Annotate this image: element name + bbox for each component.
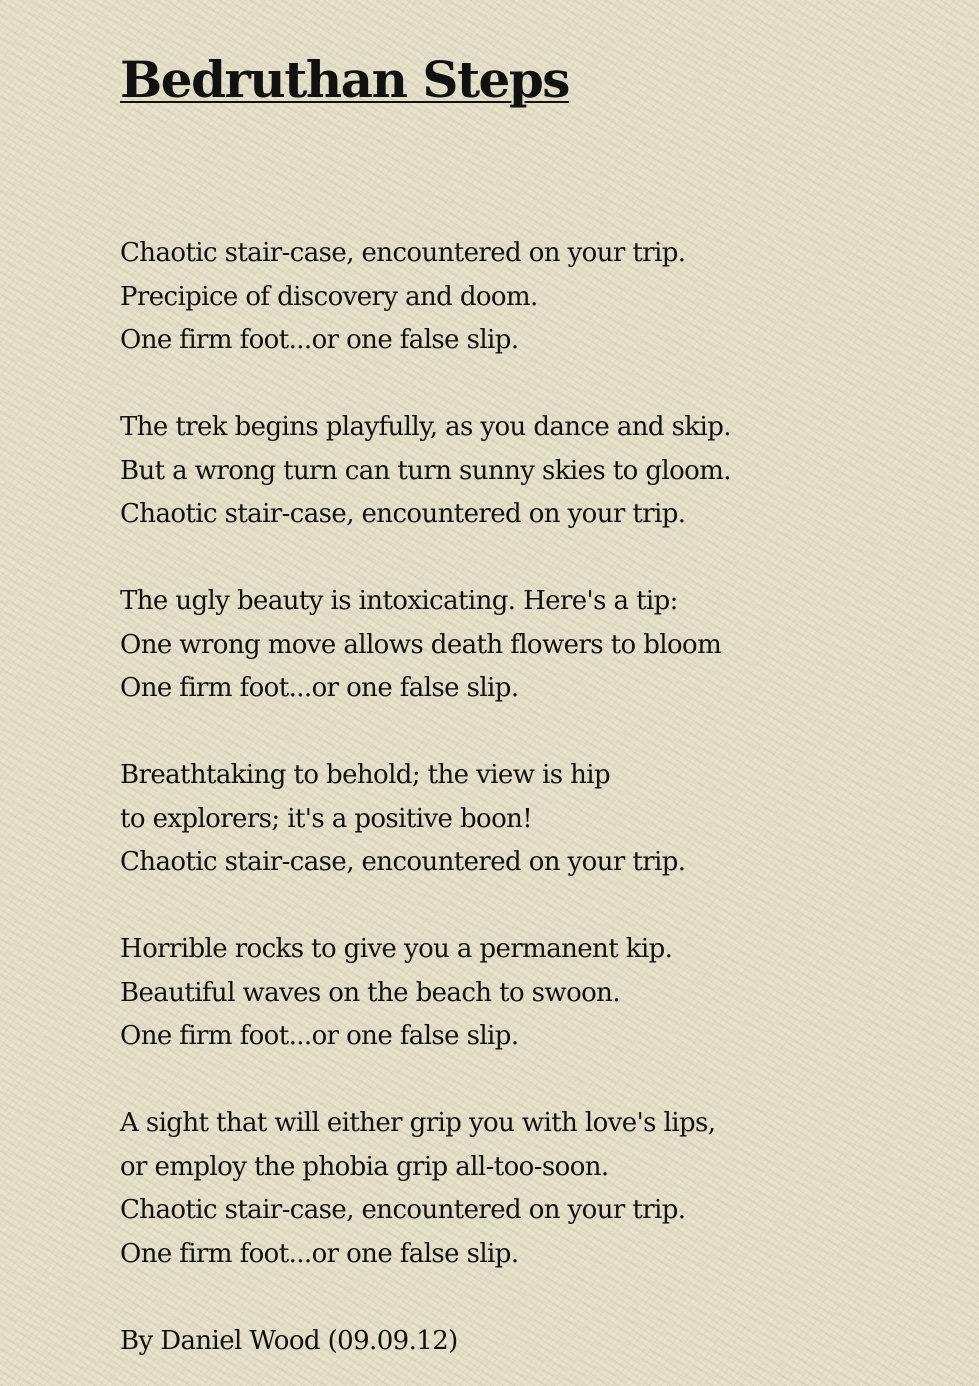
- stanza-4: [120, 754, 940, 885]
- poem-line: One firm foot...or one false slip.: [120, 1238, 519, 1269]
- poem-line: A sight that will either grip you with love's lips,: [120, 1108, 716, 1138]
- poem-body: [120, 232, 940, 1363]
- poem-line: But a wrong turn can turn sunny skies to gloom.: [120, 455, 731, 486]
- poem-line: One firm foot...or one false slip.: [120, 673, 519, 703]
- poem-line: Chaotic stair-case, encountered on your trip.: [120, 499, 686, 529]
- poem-line: One wrong move allows death flowers to bloom: [120, 629, 722, 660]
- poem-page: [120, 44, 940, 1363]
- poem-line: Chaotic stair-case, encountered on your trip.: [120, 847, 686, 877]
- poem-title: Bedruthan Steps: [120, 50, 569, 109]
- poem-line: Breathtaking to behold; the view is hip: [120, 760, 611, 790]
- poem-line: or employ the phobia grip all-too-soon.: [120, 1151, 609, 1182]
- poem-line: The ugly beauty is intoxicating. Here's a tip:: [120, 586, 678, 616]
- poem-line: One firm foot...or one false slip.: [120, 1021, 519, 1051]
- poem-line: The trek begins playfully, as you dance and skip.: [120, 412, 731, 442]
- stanza-3: [120, 580, 940, 711]
- stanza-2: [120, 406, 940, 537]
- poem-line: to explorers; it's a positive boon!: [120, 803, 533, 834]
- poem-line: Beautiful waves on the beach to swoon.: [120, 977, 620, 1008]
- stanza-5: [120, 928, 940, 1059]
- poem-line: Chaotic stair-case, encountered on your trip.: [120, 238, 686, 268]
- stanza-1: [120, 232, 940, 363]
- poem-line: Horrible rocks to give you a permanent kip.: [120, 934, 673, 964]
- author-byline: By Daniel Wood (09.09.12): [120, 1325, 458, 1356]
- poem-line: One firm foot...or one false slip.: [120, 325, 519, 355]
- stanza-6: [120, 1102, 940, 1276]
- poem-line: Chaotic stair-case, encountered on your trip.: [120, 1195, 686, 1225]
- poem-line: Precipice of discovery and doom.: [120, 281, 538, 312]
